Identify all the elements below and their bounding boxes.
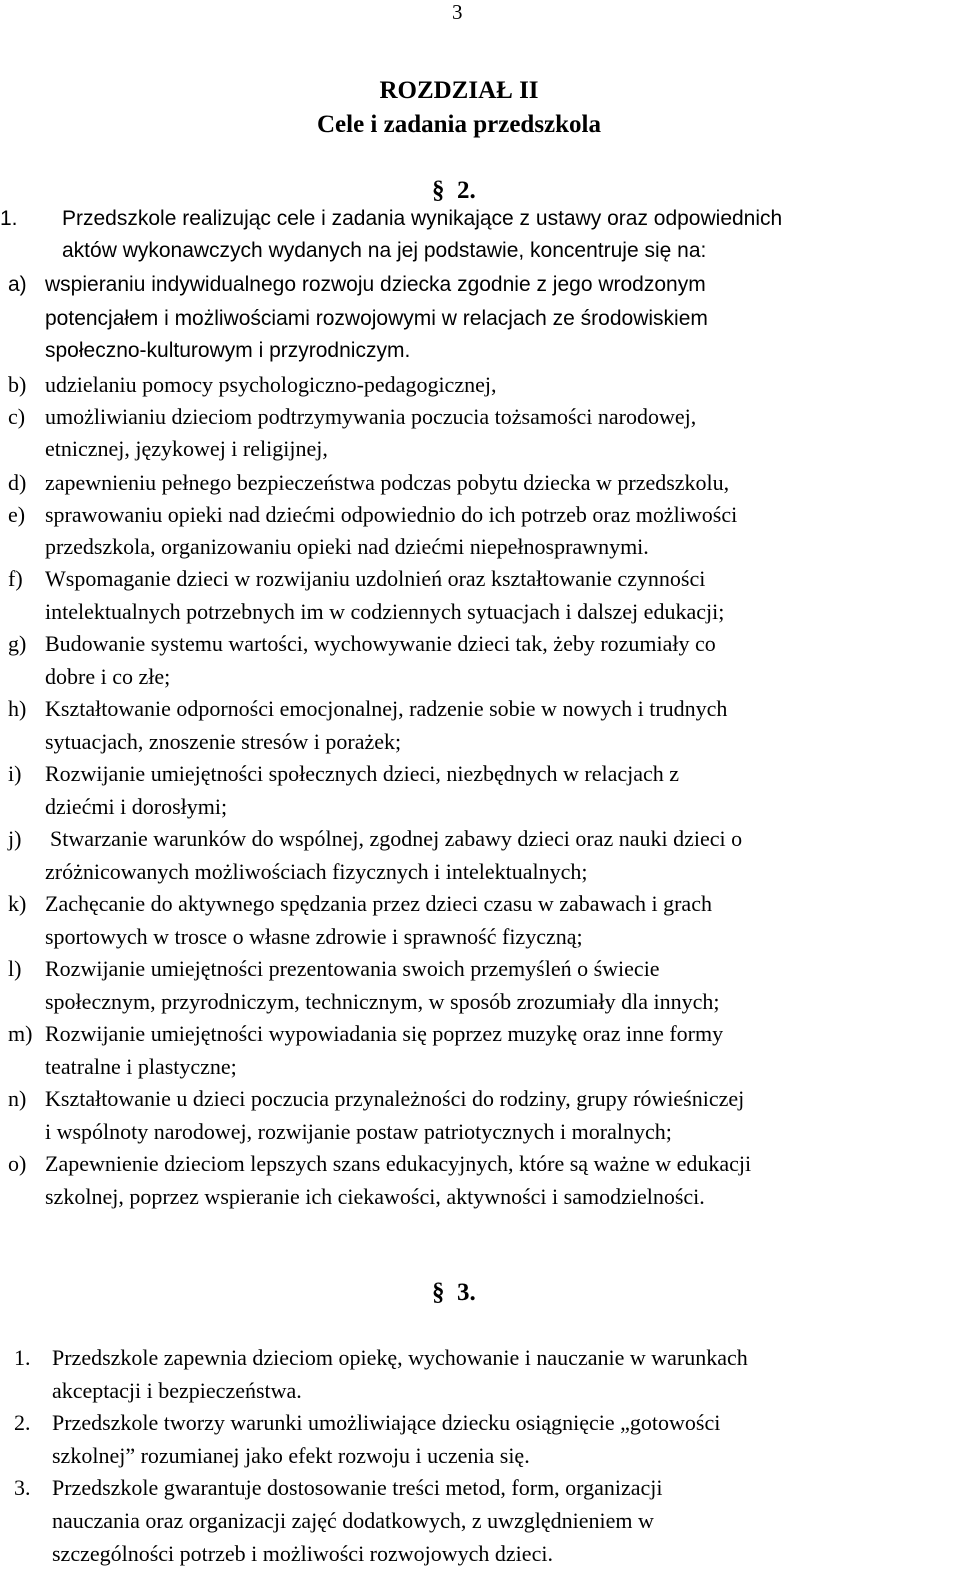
item-line: etnicznej, językowej i religijnej, <box>45 436 328 461</box>
item-line: teatralne i plastyczne; <box>45 1054 237 1079</box>
item-line: Przedszkole gwarantuje dostosowanie treści metod, form, organizacji <box>52 1475 663 1500</box>
item-line: szkolnej” rozumianej jako efekt rozwoju i uczenia się. <box>52 1443 530 1468</box>
item-line: Przedszkole zapewnia dzieciom opiekę, wychowanie i nauczanie w warunkach <box>52 1345 748 1370</box>
item-line: Zachęcanie do aktywnego spędzania przez dzieci czasu w zabawach i grach <box>45 891 712 916</box>
item-line: akceptacji i bezpieczeństwa. <box>52 1378 302 1403</box>
item-line: Rozwijanie umiejętności prezentowania swoich przemyśleń o świecie <box>45 956 660 981</box>
chapter-subtitle: Cele i zadania przedszkola <box>316 111 601 138</box>
item-line: Wspomaganie dzieci w rozwijaniu uzdolnień oraz kształtowanie czynności <box>45 566 706 591</box>
item-line: Budowanie systemu wartości, wychowywanie dzieci tak, żeby rozumiały co <box>45 631 716 656</box>
item-line: społecznym, przyrodniczym, technicznym, w sposób zrozumiały dla innych; <box>45 989 720 1014</box>
item-label: k) <box>8 891 27 916</box>
item-line: zróżnicowanych możliwościach fizycznych i intelektualnych; <box>45 859 588 884</box>
item-line: zapewnieniu pełnego bezpieczeństwa podczas pobytu dziecka w przedszkolu, <box>45 470 730 495</box>
item-line: dobre i co złe; <box>45 664 171 689</box>
item-line: szczególności potrzeb i możliwości rozwojowych dzieci. <box>52 1541 553 1566</box>
item-line: nauczania oraz organizacji zajęć dodatkowych, z uwzględnieniem w <box>52 1508 654 1533</box>
item-label: o) <box>8 1151 27 1176</box>
item-line: Rozwijanie umiejętności społecznych dzieci, niezbędnych w relacjach z <box>45 761 680 786</box>
item-line: sprawowaniu opieki nad dziećmi odpowiednio do ich potrzeb oraz możliwości <box>45 502 738 527</box>
intro-line: aktów wykonawczych wydanych na jej podstawie, koncentruje się na: <box>62 239 707 262</box>
item-label: 2. <box>14 1410 31 1435</box>
item-label: b) <box>8 372 27 397</box>
item-label: f) <box>8 566 23 591</box>
item-line: Kształtowanie odporności emocjonalnej, radzenie sobie w nowych i trudnych <box>45 696 728 721</box>
item-label: c) <box>8 404 26 429</box>
item-line: wspieraniu indywidualnego rozwoju dziecka zgodnie z jego wrodzonym <box>45 273 706 296</box>
item-line: umożliwianiu dzieciom podtrzymywania poczucia tożsamości narodowej, <box>45 404 697 429</box>
page-number: 3 <box>452 0 463 24</box>
item-label: d) <box>8 470 27 495</box>
item-line: potencjałem i możliwościami rozwojowymi w relacjach ze środowiskiem <box>45 307 708 330</box>
item-line: społeczno-kulturowym i przyrodniczym. <box>45 339 411 362</box>
item-label: 3. <box>14 1475 31 1500</box>
item-line: szkolnej, poprzez wspieranie ich ciekawości, aktywności i samodzielności. <box>45 1184 705 1209</box>
item-label: h) <box>8 696 27 721</box>
item-label: i) <box>8 761 22 786</box>
item-line: Kształtowanie u dzieci poczucia przynależności do rodziny, grupy rówieśniczej <box>45 1086 745 1111</box>
item-label: n) <box>8 1086 27 1111</box>
item-label: 1. <box>14 1345 31 1370</box>
item-line: i wspólnoty narodowej, rozwijanie postaw patriotycznych i moralnych; <box>45 1119 672 1144</box>
section-3-heading: § 3. <box>432 1279 476 1306</box>
item-line: intelektualnych potrzebnych im w codziennych sytuacjach i dalszej edukacji; <box>45 599 725 624</box>
section-2-heading: § 2. <box>432 177 476 204</box>
item-line: Zapewnienie dzieciom lepszych szans edukacyjnych, które są ważne w edukacji <box>45 1151 752 1176</box>
item-line: Stwarzanie warunków do wspólnej, zgodnej zabawy dzieci oraz nauki dzieci o <box>50 826 743 851</box>
intro-label: 1. <box>0 207 18 230</box>
item-line: sytuacjach, znoszenie stresów i porażek; <box>45 729 402 754</box>
item-line: dziećmi i dorosłymi; <box>45 794 228 819</box>
chapter-title: ROZDZIAŁ II <box>379 77 539 104</box>
item-line: sportowych w trosce o własne zdrowie i sprawność fizyczną; <box>45 924 583 949</box>
item-label: l) <box>8 956 22 981</box>
item-label: m) <box>8 1021 33 1046</box>
item-line: przedszkola, organizowaniu opieki nad dziećmi niepełnosprawnymi. <box>45 534 649 559</box>
item-label: g) <box>8 631 27 656</box>
item-label: e) <box>8 502 26 527</box>
item-line: udzielaniu pomocy psychologiczno-pedagogicznej, <box>45 372 497 397</box>
item-line: Przedszkole tworzy warunki umożliwiające dziecku osiągnięcie „gotowości <box>52 1410 721 1435</box>
item-label: j) <box>8 826 22 851</box>
item-line: Rozwijanie umiejętności wypowiadania się poprzez muzykę oraz inne formy <box>45 1021 724 1046</box>
intro-line: Przedszkole realizując cele i zadania wynikające z ustawy oraz odpowiednich <box>62 207 783 230</box>
item-label: a) <box>8 273 27 296</box>
